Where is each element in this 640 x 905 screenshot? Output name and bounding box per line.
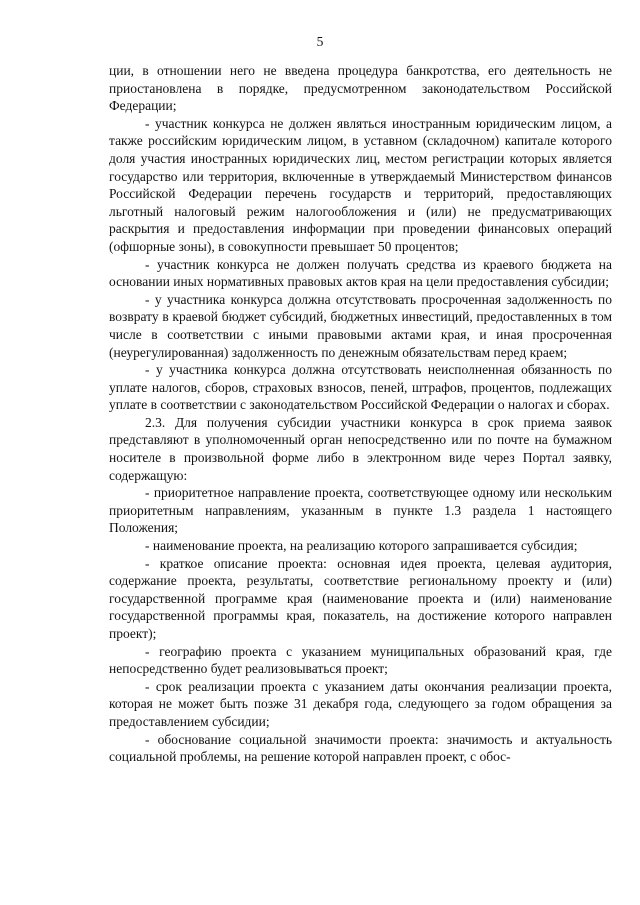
paragraph-no-overdue-debt-requirement: - у участника конкурса должна отсутствовать просроченная задолженность по возврату в краевой бюджет субсидий, бюджетных инвестиций, предоставленных в том числе в соответствии с иными правовыми актами края, и иная просроченная (неурегулированная) задолженность по денежным обязательствам перед краем; [109,291,612,360]
paragraph-project-geography: - географию проекта с указанием муниципальных образований края, где непосредственно будет реализовываться проект; [109,643,612,677]
paragraph-foreign-entity-requirement: - участник конкурса не должен являться иностранным юридическим лицом, а также российским юридическим лицом, в уставном (складочном) капитале которого доля участия иностранных юридических лиц, местом регистрации которых является государство или территория, включенные в утверждаемый Министерством финансов Российской Федерации перечень государств и территорий, предоставляющих льготный налоговый режим налогообложения и (или) не предусматривающих раскрытия и предоставления информации при проведении финансовых операций (офшорные зоны), в совокупности превышает 50 процентов; [109,115,612,254]
paragraph-project-timeline: - срок реализации проекта с указанием даты окончания реализации проекта, которая не может быть позже 31 декабря года, следующего за годом обращения за предоставлением субсидии; [109,678,612,729]
paragraph-project-description: - краткое описание проекта: основная идея проекта, целевая аудитория, содержание проекта, результаты, соответствие региональному проекту и (или) государственной программе края (наименование проекта и (или) наименование государственной программы края, показатель, на достижение которого направлен проект); [109,555,612,641]
paragraph-no-other-funds-requirement: - участник конкурса не должен получать средства из краевого бюджета на основании иных нормативных правовых актов края на цели предоставления субсидии; [109,256,612,290]
document-body [109,62,612,766]
paragraph-priority-direction: - приоритетное направление проекта, соответствующее одному или нескольким приоритетным направлениям, указанным в пункте 1.3 раздела 1 настоящего Положения; [109,485,612,536]
paragraph-no-tax-debt-requirement: - у участника конкурса должна отсутствовать неисполненная обязанность по уплате налогов, сборов, страховых взносов, пеней, штрафов, процентов, подлежащих уплате в соответствии с законодательством Российской Федерации о налогах и сборах. [109,362,612,413]
paragraph-section-2-3: 2.3. Для получения субсидии участники конкурса в срок приема заявок представляют в уполномоченный орган непосредственно или по почте на бумажном носителе в произвольной форме либо в электронном виде через Портал заявку, содержащую: [109,414,612,483]
paragraph-project-name: - наименование проекта, на реализацию которого запрашивается субсидия; [145,538,578,554]
page-number: 5 [316,34,324,49]
paragraph-continuation: ции, в отношении него не введена процедура банкротства, его деятельность не приостановлена в порядке, предусмотренном законодательством Российской Федерации; [109,63,612,114]
paragraph-social-significance: - обоснование социальной значимости проекта: значимость и актуальность социальной проблемы, на решение которой направлен проект, с обос- [109,731,612,765]
